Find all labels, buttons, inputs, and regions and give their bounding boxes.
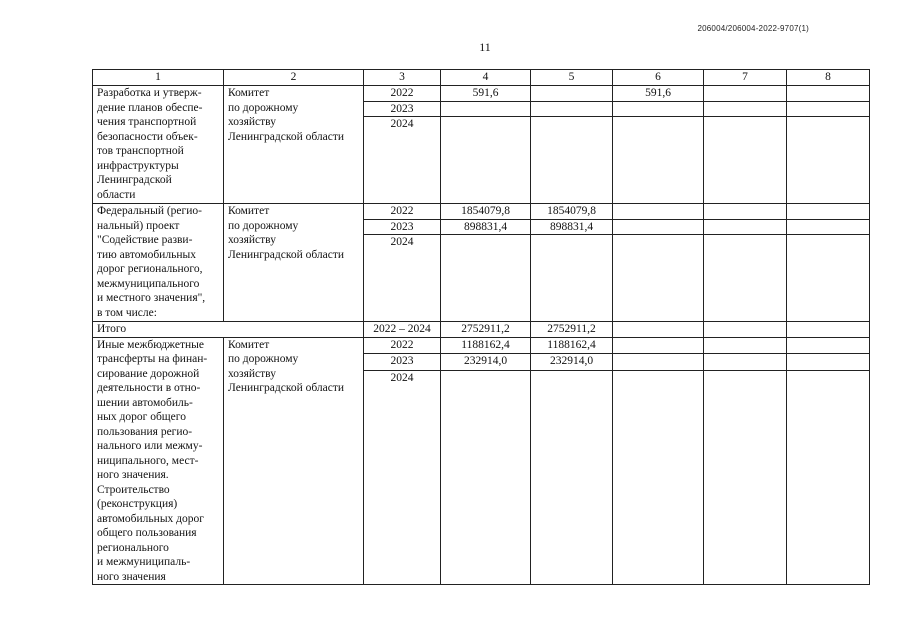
table-row <box>93 204 870 220</box>
value-cell <box>787 101 870 117</box>
table-row <box>93 337 870 354</box>
column-header: 4 <box>441 70 531 86</box>
total-label: Итого <box>93 322 364 338</box>
table-row <box>93 86 870 102</box>
value-cell <box>441 235 531 322</box>
year-cell: 2024 <box>364 235 441 322</box>
value-cell: 591,6 <box>613 86 704 102</box>
value-cell <box>613 354 704 371</box>
value-cell <box>613 117 704 204</box>
value-cell <box>704 354 787 371</box>
value-cell <box>613 322 704 338</box>
value-cell: 232914,0 <box>531 354 613 371</box>
value-cell <box>787 117 870 204</box>
value-cell <box>531 117 613 204</box>
measure-name: Федеральный (регио- нальный) проект "Содействие разви- тию автомобильных дорог регионального, межмуниципального и местного значения", в том числе: <box>93 204 224 322</box>
value-cell <box>613 235 704 322</box>
header-row <box>93 70 870 86</box>
value-cell <box>787 86 870 102</box>
value-cell <box>704 337 787 354</box>
value-cell <box>441 117 531 204</box>
value-cell <box>704 235 787 322</box>
year-cell: 2022 <box>364 204 441 220</box>
value-cell <box>787 235 870 322</box>
budget-table <box>92 69 870 585</box>
column-header: 8 <box>787 70 870 86</box>
value-cell: 2752911,2 <box>531 322 613 338</box>
column-header: 7 <box>704 70 787 86</box>
year-range-cell: 2022 – 2024 <box>364 322 441 338</box>
value-cell <box>531 101 613 117</box>
value-cell: 898831,4 <box>441 219 531 235</box>
value-cell <box>787 204 870 220</box>
column-header: 3 <box>364 70 441 86</box>
column-header: 1 <box>93 70 224 86</box>
value-cell <box>704 86 787 102</box>
column-header: 5 <box>531 70 613 86</box>
year-cell: 2023 <box>364 219 441 235</box>
year-cell: 2023 <box>364 101 441 117</box>
value-cell: 1854079,8 <box>531 204 613 220</box>
measure-name: Иные межбюджетные трансферты на финан- сирование дорожной деятельности в отно- шении автомобиль- ных дорог общего пользования регио- нального или межму- ниципального, мест- ного значения. Строительство (реконструкция) автомобильных дорог общего пользования регионального и межмуниципаль- ного значения <box>93 337 224 585</box>
column-header: 6 <box>613 70 704 86</box>
value-cell <box>531 371 613 585</box>
value-cell: 1188162,4 <box>531 337 613 354</box>
value-cell <box>704 204 787 220</box>
value-cell <box>441 101 531 117</box>
value-cell <box>613 204 704 220</box>
value-cell <box>704 101 787 117</box>
year-cell: 2024 <box>364 117 441 204</box>
document-id: 206004/206004-2022-9707(1) <box>697 24 809 33</box>
value-cell <box>704 322 787 338</box>
value-cell <box>787 322 870 338</box>
value-cell: 2752911,2 <box>441 322 531 338</box>
value-cell <box>787 219 870 235</box>
value-cell <box>531 235 613 322</box>
value-cell <box>613 371 704 585</box>
value-cell: 1854079,8 <box>441 204 531 220</box>
executor-cell: Комитет по дорожному хозяйству Ленинградской области <box>224 337 364 585</box>
value-cell <box>531 86 613 102</box>
value-cell: 898831,4 <box>531 219 613 235</box>
value-cell <box>787 337 870 354</box>
measure-name: Разработка и утверж- дение планов обеспе- чения транспортной безопасности объек- тов транспортной инфраструктуры Ленинградской области <box>93 86 224 204</box>
value-cell: 1188162,4 <box>441 337 531 354</box>
column-header: 2 <box>224 70 364 86</box>
value-cell <box>441 371 531 585</box>
value-cell <box>613 337 704 354</box>
value-cell <box>704 219 787 235</box>
value-cell <box>613 101 704 117</box>
value-cell <box>613 219 704 235</box>
value-cell <box>704 371 787 585</box>
value-cell <box>787 354 870 371</box>
executor-cell: Комитет по дорожному хозяйству Ленинградской области <box>224 204 364 322</box>
year-cell: 2022 <box>364 86 441 102</box>
executor-cell: Комитет по дорожному хозяйству Ленинградской области <box>224 86 364 204</box>
total-row <box>93 322 870 338</box>
page-number: 11 <box>479 40 491 54</box>
value-cell <box>787 371 870 585</box>
year-cell: 2023 <box>364 354 441 371</box>
year-cell: 2024 <box>364 371 441 585</box>
value-cell: 591,6 <box>441 86 531 102</box>
year-cell: 2022 <box>364 337 441 354</box>
value-cell <box>704 117 787 204</box>
value-cell: 232914,0 <box>441 354 531 371</box>
